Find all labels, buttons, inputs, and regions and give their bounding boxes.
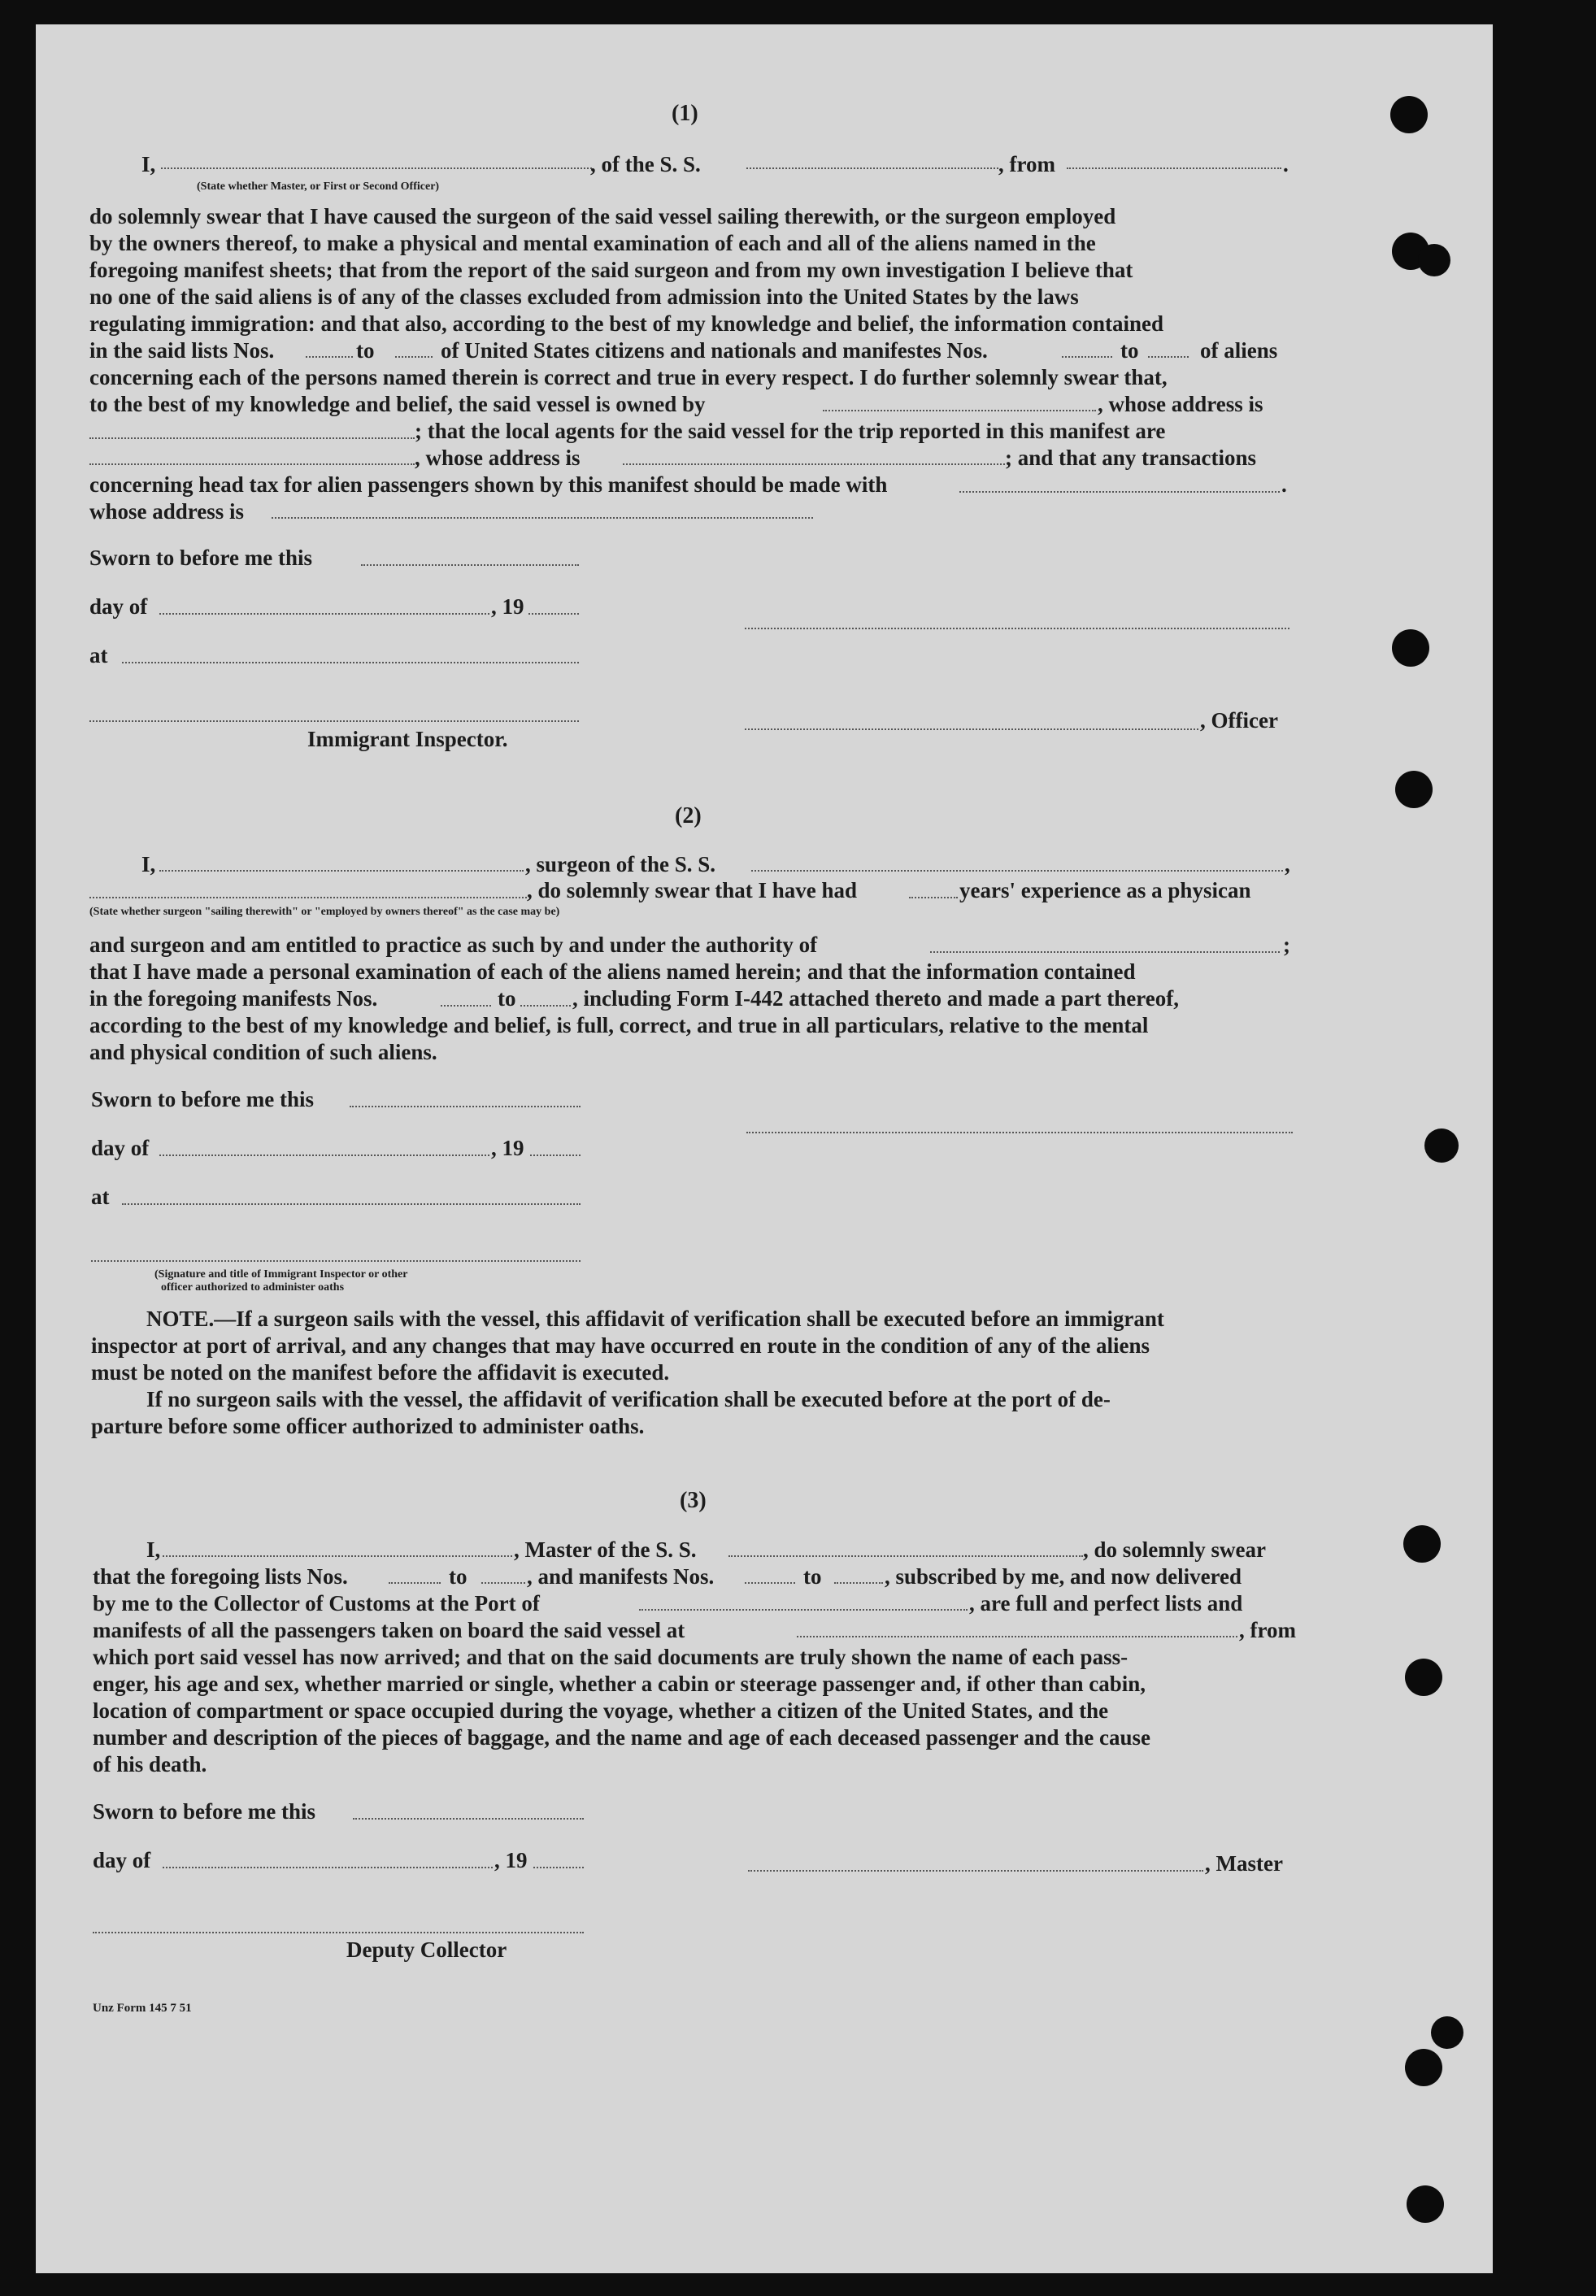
manifests-to-field[interactable] (834, 1582, 883, 1584)
body-line: do solemnly swear that I have caused the surgeon of the said vessel sailing therewith, or the surgeon employed (89, 204, 1116, 228)
master-name-field[interactable] (163, 1555, 512, 1557)
section-1-lead: I, (141, 152, 156, 176)
section-3-lead: I, (146, 1537, 161, 1562)
punch-hole (1405, 1659, 1442, 1696)
ship-name-field[interactable] (746, 167, 998, 169)
surgeon-signature-field[interactable] (746, 1132, 1293, 1133)
semicolon-mark: ; (1283, 933, 1290, 957)
section-2-lead: I, (141, 852, 156, 876)
comma-mark: , (1285, 852, 1290, 876)
local-agents-field[interactable] (89, 463, 415, 465)
to-label: to (498, 986, 516, 1011)
whose-address-label: whose address is (89, 499, 245, 524)
year-field[interactable] (533, 1867, 584, 1868)
section-3-number: (3) (680, 1488, 707, 1513)
punch-hole (1392, 629, 1429, 667)
subscribed-label: , subscribed by me, and now delivered (885, 1564, 1242, 1589)
note-line: If no surgeon sails with the vessel, the affidavit of verification shall be executed before at the port of de- (146, 1387, 1111, 1411)
surgeon-ship-field[interactable] (751, 870, 1283, 872)
punch-hole (1395, 771, 1433, 808)
authority-label: and surgeon and am entitled to practice as such by and under the authority of (89, 933, 818, 957)
body-line: number and description of the pieces of baggage, and the name and age of each deceased passenger and the cause (93, 1725, 1151, 1750)
aliens-nos-to-field[interactable] (1148, 356, 1189, 358)
collector-label: by me to the Collector of Customs at the Port of (93, 1591, 540, 1615)
lists-nos-label: in the said lists Nos. (89, 338, 275, 363)
sworn-label: Sworn to before me this (93, 1799, 315, 1824)
years-experience-label: years' experience as a physican (959, 878, 1251, 902)
manifests-from-field[interactable] (441, 1005, 491, 1007)
inspector-label: Immigrant Inspector. (307, 727, 508, 751)
officer-signature-field[interactable] (745, 628, 1289, 629)
port-field[interactable] (639, 1609, 968, 1611)
punch-hole (1424, 1128, 1459, 1163)
master-signature-field[interactable] (748, 1870, 1203, 1872)
manifests-from-field[interactable] (745, 1582, 795, 1584)
day-of-field[interactable] (159, 613, 489, 615)
lists-nos-label: that the foregoing lists Nos. (93, 1564, 348, 1589)
body-line: which port said vessel has now arrived; and that on the said documents are truly shown the name of each pass- (93, 1645, 1129, 1669)
deputy-label: Deputy Collector (346, 1937, 507, 1962)
full-perfect-label: , are full and perfect lists and (969, 1591, 1243, 1615)
concerning-line (89, 364, 1289, 391)
to-label: to (1120, 338, 1139, 363)
body-line: location of compartment or space occupied during the voyage, whether a citizen of the United States, and the (93, 1698, 1109, 1723)
lists-from-field[interactable] (389, 1582, 441, 1584)
officer-label: , Officer (1200, 708, 1278, 733)
agents-address-label: , whose address is (415, 446, 581, 470)
aliens-nos-from-field[interactable] (1062, 356, 1112, 358)
day-of-label: day of (91, 1136, 150, 1160)
sworn-label: Sworn to before me this (89, 546, 312, 570)
do-solemnly-label: , do solemnly swear that I have had (527, 878, 858, 902)
do-solemnly-label: , do solemnly swear (1083, 1537, 1266, 1562)
surgeon-note: (State whether surgeon "sailing therewith" or "employed by owners thereof" as the case may be) (89, 906, 560, 918)
section-3-body (93, 1644, 1294, 1778)
citizens-nos-from-field[interactable] (306, 356, 353, 358)
head-tax-address-field[interactable] (272, 517, 813, 519)
body-line: no one of the said aliens is of any of the classes excluded from admission into the United States by the laws (89, 285, 1079, 309)
master-ship-field[interactable] (728, 1555, 1083, 1557)
day-of-field[interactable] (159, 1155, 489, 1156)
head-tax-label: concerning head tax for alien passengers shown by this manifest should be made with (89, 472, 888, 497)
year-field[interactable] (530, 1155, 581, 1156)
agents-address-field[interactable] (623, 463, 1005, 465)
body-line: concerning each of the persons named therein is correct and true in every respect. I do further solemnly swear that, (89, 365, 1168, 389)
section-2-body-cont (89, 1012, 1291, 1066)
body-line: of his death. (93, 1752, 207, 1776)
inspector-signature-field[interactable] (91, 1260, 581, 1262)
section-2-number: (2) (675, 803, 702, 828)
transactions-label: ; and that any transactions (1005, 446, 1257, 470)
sworn-date-field[interactable] (361, 564, 579, 566)
body-line: by the owners thereof, to make a physical and mental examination of each and all of the aliens named in the (89, 231, 1096, 255)
inspector-signature-field[interactable] (89, 720, 579, 722)
master-label: , Master (1205, 1851, 1283, 1876)
master-of-label: , Master of the S. S. (514, 1537, 697, 1562)
day-of-label: day of (89, 594, 148, 619)
at-place-field[interactable] (122, 1203, 581, 1205)
body-line: regulating immigration: and that also, according to the best of my knowledge and belief, the information contained (89, 311, 1163, 336)
punch-hole (1418, 244, 1450, 276)
of-the-ss-label: , of the S. S. (590, 152, 701, 176)
body-line: that I have made a personal examination of each of the aliens named herein; and that the information contained (89, 959, 1136, 984)
officer-note: (State whether Master, or First or Second Officer) (197, 180, 440, 193)
body-line: and physical condition of such aliens. (89, 1040, 437, 1064)
local-agents-label: ; that the local agents for the said vessel for the trip reported in this manifest are (415, 419, 1166, 443)
to-label: to (356, 338, 375, 363)
officer-name-field[interactable] (161, 167, 592, 169)
year-label: , 19 (491, 594, 524, 619)
body-line: foregoing manifest sheets; that from the report of the said surgeon and from my own investigation I believe that (89, 258, 1133, 282)
boarding-port-field[interactable] (797, 1636, 1237, 1637)
section-1-number: (1) (672, 101, 698, 126)
punch-hole (1405, 2049, 1442, 2086)
period-mark: . (1281, 472, 1287, 497)
note-line: must be noted on the manifest before the affidavit is executed. (91, 1360, 670, 1385)
surgeon-status-field[interactable] (89, 897, 527, 898)
departure-port-field[interactable] (1067, 167, 1281, 169)
day-of-label: day of (93, 1848, 151, 1872)
sworn-date-field[interactable] (353, 1818, 584, 1820)
citizens-nos-to-field[interactable] (395, 356, 433, 358)
from-label: , from (1239, 1618, 1296, 1642)
manifests-nos-label: in the foregoing manifests Nos. (89, 986, 378, 1011)
note-line: parture before some officer authorized to administer oaths. (91, 1414, 645, 1438)
at-label: at (91, 1185, 110, 1209)
to-label: to (449, 1564, 467, 1589)
owned-by-label: to the best of my knowledge and belief, the said vessel is owned by (89, 392, 706, 416)
sworn-date-field[interactable] (350, 1106, 581, 1107)
at-label: at (89, 643, 108, 667)
and-manifests-label: , and manifests Nos. (527, 1564, 715, 1589)
from-label: , from (998, 152, 1055, 176)
manifests-to-field[interactable] (520, 1005, 571, 1007)
day-of-field[interactable] (163, 1867, 493, 1868)
whose-address-label: , whose address is (1098, 392, 1263, 416)
section-1-body (89, 203, 1289, 337)
year-label: , 19 (491, 1136, 524, 1160)
surgeon-name-field[interactable] (159, 870, 524, 872)
section-2-body (89, 959, 1291, 985)
punch-hole (1403, 1525, 1441, 1563)
note-line: inspector at port of arrival, and any changes that may have occurred en route in the condition of any of the aliens (91, 1333, 1150, 1358)
body-line: according to the best of my knowledge and belief, is full, correct, and true in all particulars, relative to the mental (89, 1013, 1149, 1037)
sworn-label: Sworn to before me this (91, 1087, 314, 1111)
period-mark: . (1283, 152, 1289, 176)
years-experience-field[interactable] (909, 897, 958, 898)
punch-hole (1390, 96, 1428, 133)
year-label: , 19 (494, 1848, 528, 1872)
manifests-all-label: manifests of all the passengers taken on board the said vessel at (93, 1618, 685, 1642)
punch-hole (1431, 2016, 1463, 2049)
punch-hole (1407, 2185, 1444, 2223)
officer-title-field[interactable] (745, 728, 1198, 730)
note-line: NOTE.—If a surgeon sails with the vessel, this affidavit of verification shall be executed before an immigrant (146, 1307, 1164, 1331)
including-label: , including Form I-442 attached thereto and made a part thereof, (572, 986, 1179, 1011)
owner-field[interactable] (823, 410, 1096, 411)
at-place-field[interactable] (122, 662, 579, 663)
head-tax-contact-field[interactable] (959, 491, 1280, 493)
signature-note: officer authorized to administer oaths (161, 1281, 345, 1294)
to-label: to (803, 1564, 822, 1589)
owner-address-field[interactable] (89, 437, 415, 439)
of-aliens-label: of aliens (1200, 338, 1278, 363)
deputy-signature-field[interactable] (93, 1932, 584, 1933)
signature-note: (Signature and title of Immigrant Inspector or other (154, 1268, 408, 1281)
surgeon-of-label: , surgeon of the S. S. (525, 852, 716, 876)
authority-field[interactable] (930, 951, 1280, 953)
lists-to-field[interactable] (481, 1582, 525, 1584)
body-line: enger, his age and sex, whether married or single, whether a cabin or steerage passenger and, if other than cabin, (93, 1672, 1146, 1696)
form-number: Unz Form 145 7 51 (93, 2002, 192, 2015)
year-field[interactable] (528, 613, 579, 615)
manifestes-nos-label: of United States citizens and nationals and manifestes Nos. (441, 338, 988, 363)
